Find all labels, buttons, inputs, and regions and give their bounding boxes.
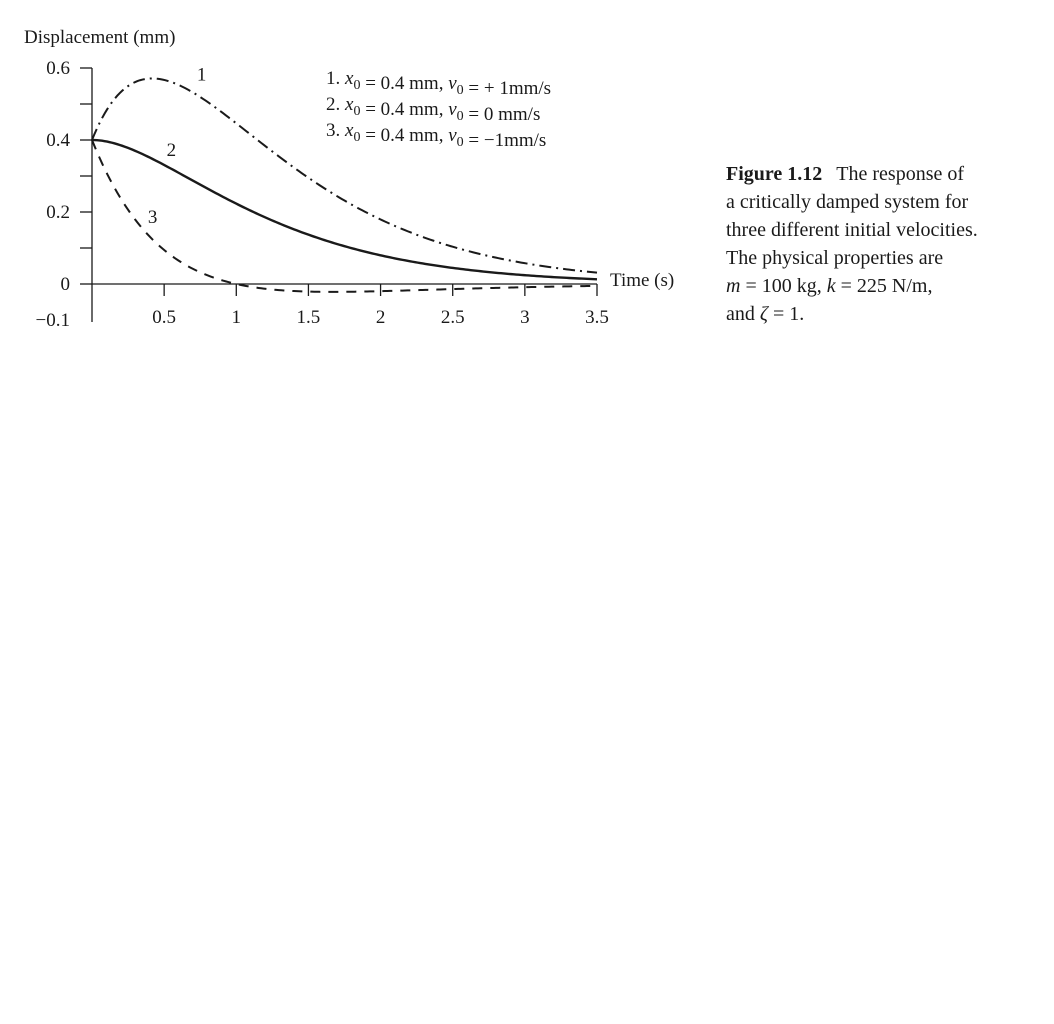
legend-text-part: 1. [326, 68, 345, 89]
caption-line-1 [726, 160, 1046, 188]
x-tick-label: 3 [520, 307, 530, 328]
legend-text-part: 0 [353, 130, 361, 145]
legend-text-part: x [345, 94, 354, 115]
damping-symbol: ζ [759, 303, 768, 325]
x-tick-label: 1 [231, 307, 242, 328]
stiffness-value: = 225 N/m, [835, 275, 933, 297]
x-tick-label: 2 [375, 307, 386, 328]
x-tick-label: 1.5 [296, 307, 321, 328]
legend-text-part: 0 [353, 104, 361, 119]
caption-line-2: a critically damped system for [726, 191, 969, 213]
curve-labels [148, 65, 207, 228]
legend-text-part: = −1mm/s [463, 130, 547, 151]
caption-text-1: The response of [836, 163, 965, 185]
figure-number: Figure 1.12 [726, 163, 823, 185]
y-tick-label: 0 [60, 274, 70, 295]
y-tick-label: −0.1 [35, 310, 70, 331]
y-axis-title: Displacement (mm) [24, 27, 176, 48]
legend-entry-1 [326, 68, 551, 99]
y-tick-label: 0.2 [46, 202, 70, 223]
legend-text-part: x [345, 68, 354, 89]
figure-caption [726, 160, 1046, 328]
legend-text-part: = 0 mm/s [463, 104, 541, 125]
legend-text-part: 2. [326, 94, 345, 115]
legend-text-part: = 0.4 mm, [360, 99, 449, 120]
caption-line-6 [726, 300, 1046, 328]
series-2-label: 2 [166, 140, 177, 162]
legend-text-part: 0 [456, 135, 464, 150]
legend-text-part: v [448, 99, 457, 120]
series-3-line [92, 140, 597, 292]
legend-text-part: = 0.4 mm, [360, 73, 449, 94]
caption-line-4: The physical properties are [726, 247, 944, 269]
chart [0, 0, 700, 340]
legend-text-part: v [448, 73, 457, 94]
legend-text-part: v [448, 125, 457, 146]
stiffness-symbol: k [826, 275, 836, 297]
caption-and: and [726, 303, 760, 325]
x-tick-label: 2.5 [440, 307, 465, 328]
legend-text-part: 0 [456, 109, 464, 124]
legend-text-part: 0 [353, 78, 361, 93]
legend-text-part: = + 1mm/s [463, 78, 552, 99]
y-tick-label: 0.6 [46, 58, 70, 79]
mass-value: = 100 kg, [740, 275, 827, 297]
x-axis-title: Time (s) [610, 270, 675, 291]
damping-value: = 1. [768, 303, 805, 325]
x-tick-label: 3.5 [585, 307, 609, 328]
legend-text-part: x [345, 120, 354, 141]
series-3-label: 3 [147, 206, 158, 228]
legend-text-part: 3. [326, 120, 345, 141]
mass-symbol: m [726, 275, 741, 297]
y-tick-label: 0.4 [46, 130, 70, 151]
caption-line-3: three different initial velocities. [726, 219, 978, 241]
caption-line-5 [726, 272, 1046, 300]
x-tick-label: 0.5 [152, 307, 177, 328]
legend-text-part: 0 [456, 83, 464, 98]
legend [326, 68, 551, 151]
legend-text-part: = 0.4 mm, [360, 125, 449, 146]
series-1-label: 1 [196, 64, 207, 86]
